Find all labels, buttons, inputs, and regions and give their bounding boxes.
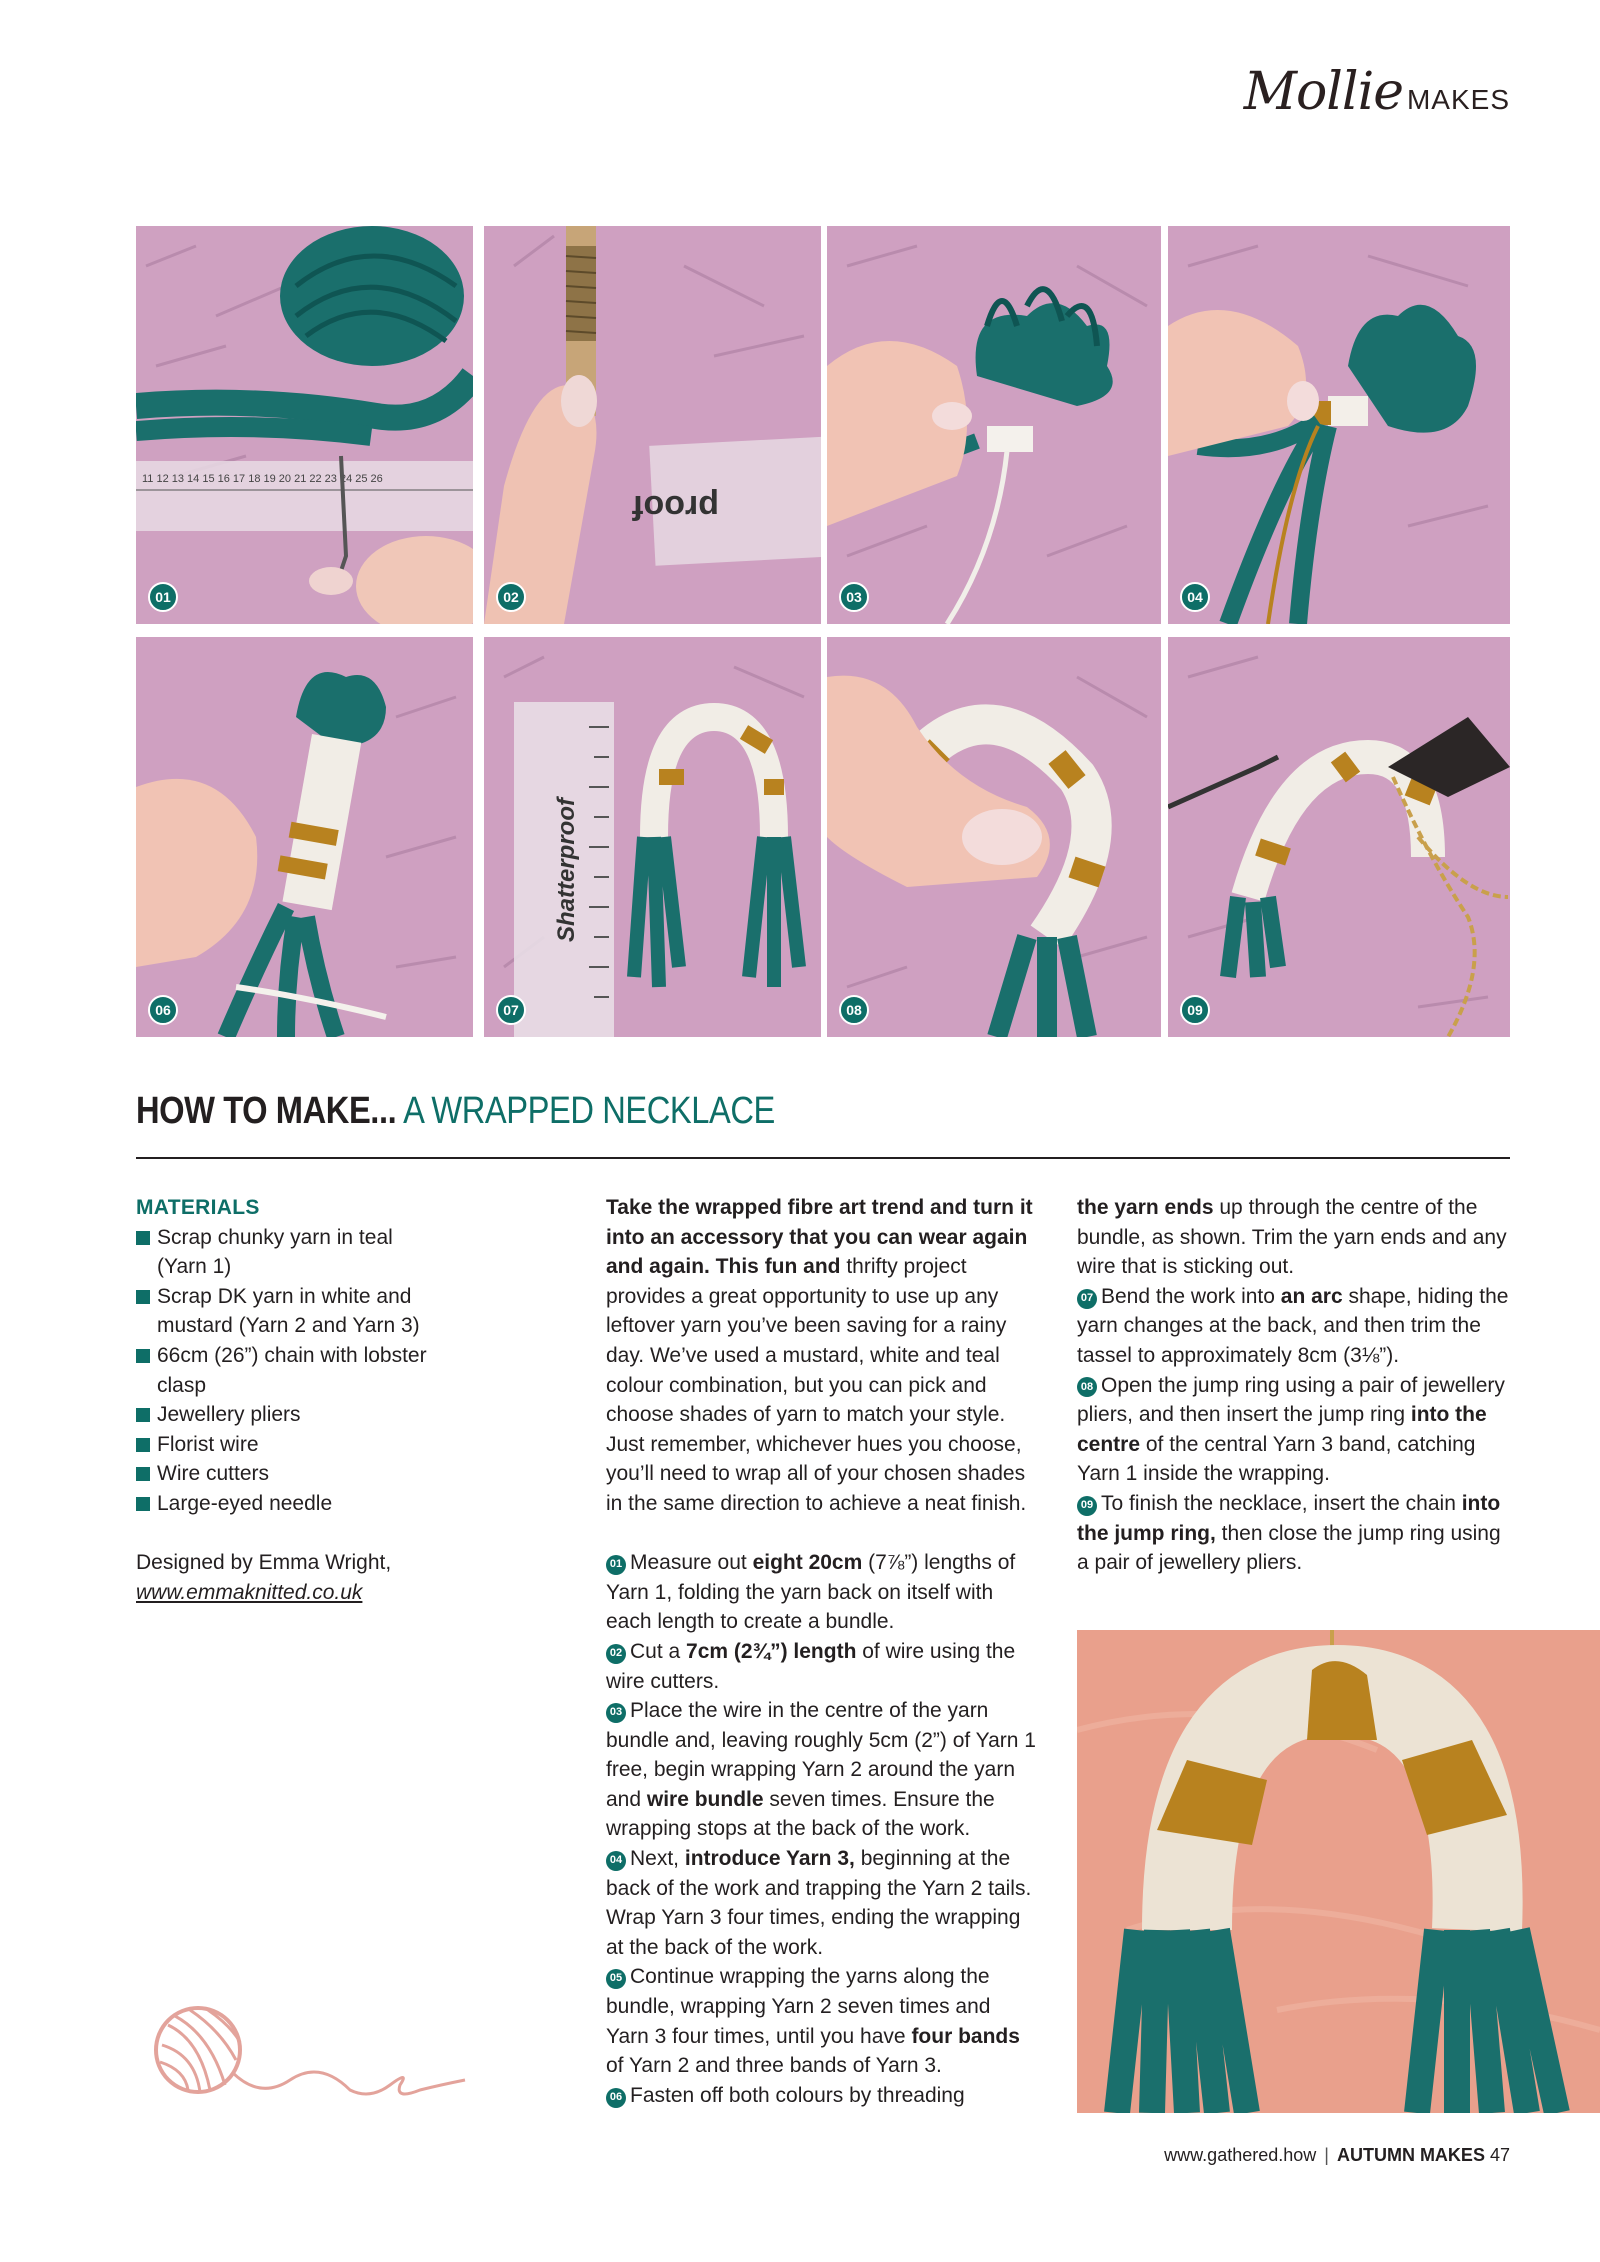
step-number-icon: 07 bbox=[1077, 1289, 1097, 1309]
list-item: Scrap chunky yarn in teal (Yarn 1) bbox=[136, 1223, 436, 1282]
step-01: 01 Measure out eight 20cm (7⅞”) lengths of Yarn 1, folding the yarn back on itself with each length to create a bundle. bbox=[606, 1551, 1016, 1634]
step-number-icon: 03 bbox=[606, 1703, 626, 1723]
list-item: Scrap DK yarn in white and mustard (Yarn 2 and Yarn 3) bbox=[136, 1282, 436, 1341]
list-item: Wire cutters bbox=[136, 1459, 436, 1489]
heading-main: HOW TO MAKE... bbox=[136, 1090, 397, 1132]
ruler-brand: Shatterproof bbox=[553, 798, 580, 942]
step-photo-04 bbox=[1168, 226, 1510, 624]
ruler-brand: proof bbox=[632, 488, 719, 526]
heading-rule bbox=[136, 1157, 1510, 1159]
step-08: 08 Open the jump ring using a pair of jewellery pliers, and then insert the jump ring into the centre of the central Yarn 3 band, catching Yarn 1 inside the wrapping. bbox=[1077, 1373, 1505, 1486]
instructions-column-1 bbox=[606, 1193, 1036, 2110]
step-photo-07 bbox=[484, 637, 821, 1037]
step-number-icon: 06 bbox=[606, 2088, 626, 2108]
list-item: 66cm (26”) chain with lobster clasp bbox=[136, 1341, 436, 1400]
footer-site: www.gathered.how bbox=[1164, 2145, 1317, 2165]
step-photo-01 bbox=[136, 226, 473, 624]
list-item: Large-eyed needle bbox=[136, 1489, 436, 1519]
list-item: Jewellery pliers bbox=[136, 1400, 436, 1430]
step-photo-09 bbox=[1168, 637, 1510, 1037]
materials-column bbox=[136, 1193, 436, 1607]
step-badge: 08 bbox=[839, 995, 869, 1025]
step-photo-03 bbox=[827, 226, 1161, 624]
designer-website-link[interactable]: www.emmaknitted.co.uk bbox=[136, 1580, 363, 1604]
step-06-start: 06 Fasten off both colours by threading bbox=[606, 2081, 1036, 2111]
step-badge: 07 bbox=[496, 995, 526, 1025]
step-05: 05 Continue wrapping the yarns along the bundle, wrapping Yarn 2 seven times and Yarn 3 four times, until you have four bands of Yarn 2 and three bands of Yarn 3. bbox=[606, 1965, 1020, 2078]
footer-issue: AUTUMN MAKES bbox=[1336, 2145, 1485, 2165]
step-number-icon: 02 bbox=[606, 1644, 626, 1664]
step-03: 03 Place the wire in the centre of the yarn bundle and, leaving roughly 5cm (2”) of Yarn 1 free, begin wrapping Yarn 2 around the yarn and wire bundle seven times. Ensure the wrapping stops at the back of the work. bbox=[606, 1699, 1036, 1841]
step-06-continued: the yarn ends up through the centre of the bundle, as shown. Trim the yarn ends and any wire that is sticking out. bbox=[1077, 1196, 1507, 1279]
page-number: 47 bbox=[1489, 2145, 1510, 2165]
step-photo-06 bbox=[136, 637, 473, 1037]
page-footer: www.gathered.how | AUTUMN MAKES 47 bbox=[1164, 2145, 1510, 2165]
step-badge: 04 bbox=[1180, 582, 1210, 612]
step-07: 07 Bend the work into an arc shape, hiding the yarn changes at the back, and then trim the tassel to approximately 8cm (3⅛”). bbox=[1077, 1284, 1509, 1367]
step-number-icon: 04 bbox=[606, 1851, 626, 1871]
step-09: 09 To finish the necklace, insert the chain into the jump ring, then close the jump ring using a pair of jewellery pliers. bbox=[1077, 1491, 1501, 1575]
step-photo-08 bbox=[827, 637, 1161, 1037]
step-02: 02 Cut a 7cm (2¾”) length of wire using the wire cutters. bbox=[606, 1639, 1016, 1693]
materials-title: MATERIALS bbox=[136, 1196, 260, 1219]
ruler-numbers: 11 12 13 14 15 16 17 18 19 20 21 22 23 24 25 26 bbox=[142, 473, 383, 485]
step-photo-02 bbox=[484, 226, 821, 624]
step-number-icon: 05 bbox=[606, 1969, 626, 1989]
designer-name: Designed by Emma Wright, bbox=[136, 1551, 392, 1575]
step-number-icon: 01 bbox=[606, 1555, 626, 1575]
intro-paragraph: Take the wrapped fibre art trend and turn it into an accessory that you can wear again and again. This fun and thrifty project provides a great opportunity to use up any leftover yarn you’ve been saving for a rainy day. We’ve used a mustard, white and teal colour combination, but you can pick and choose shades of yarn to match your style. Just remember, whichever hues you choose, you’ll need to wrap all of your chosen shades in the same direction to achieve a neat finish. bbox=[606, 1196, 1033, 1515]
list-item: Florist wire bbox=[136, 1430, 436, 1460]
materials-list bbox=[136, 1223, 436, 1519]
instructions-column-2 bbox=[1077, 1193, 1517, 1578]
step-badge: 03 bbox=[839, 582, 869, 612]
step-badge: 09 bbox=[1180, 995, 1210, 1025]
logo-word: MAKES bbox=[1406, 84, 1510, 115]
step-04: 04 Next, introduce Yarn 3, beginning at the back of the work and trapping the Yarn 2 tails. Wrap Yarn 3 four times, ending the wrapping at the back of the work. bbox=[606, 1847, 1032, 1959]
step-number-icon: 08 bbox=[1077, 1377, 1097, 1397]
step-number-icon: 09 bbox=[1077, 1496, 1097, 1516]
magazine-logo bbox=[1244, 62, 1510, 122]
step-badge: 06 bbox=[148, 995, 178, 1025]
step-badge: 02 bbox=[496, 582, 526, 612]
step-badge: 01 bbox=[148, 582, 178, 612]
logo-script: Mollie bbox=[1243, 62, 1403, 122]
article-heading bbox=[136, 1090, 775, 1133]
heading-sub: A WRAPPED NECKLACE bbox=[396, 1090, 775, 1132]
finished-necklace-photo bbox=[1077, 1630, 1600, 2113]
designer-credit bbox=[136, 1548, 436, 1607]
yarn-ball-icon bbox=[150, 2000, 470, 2110]
